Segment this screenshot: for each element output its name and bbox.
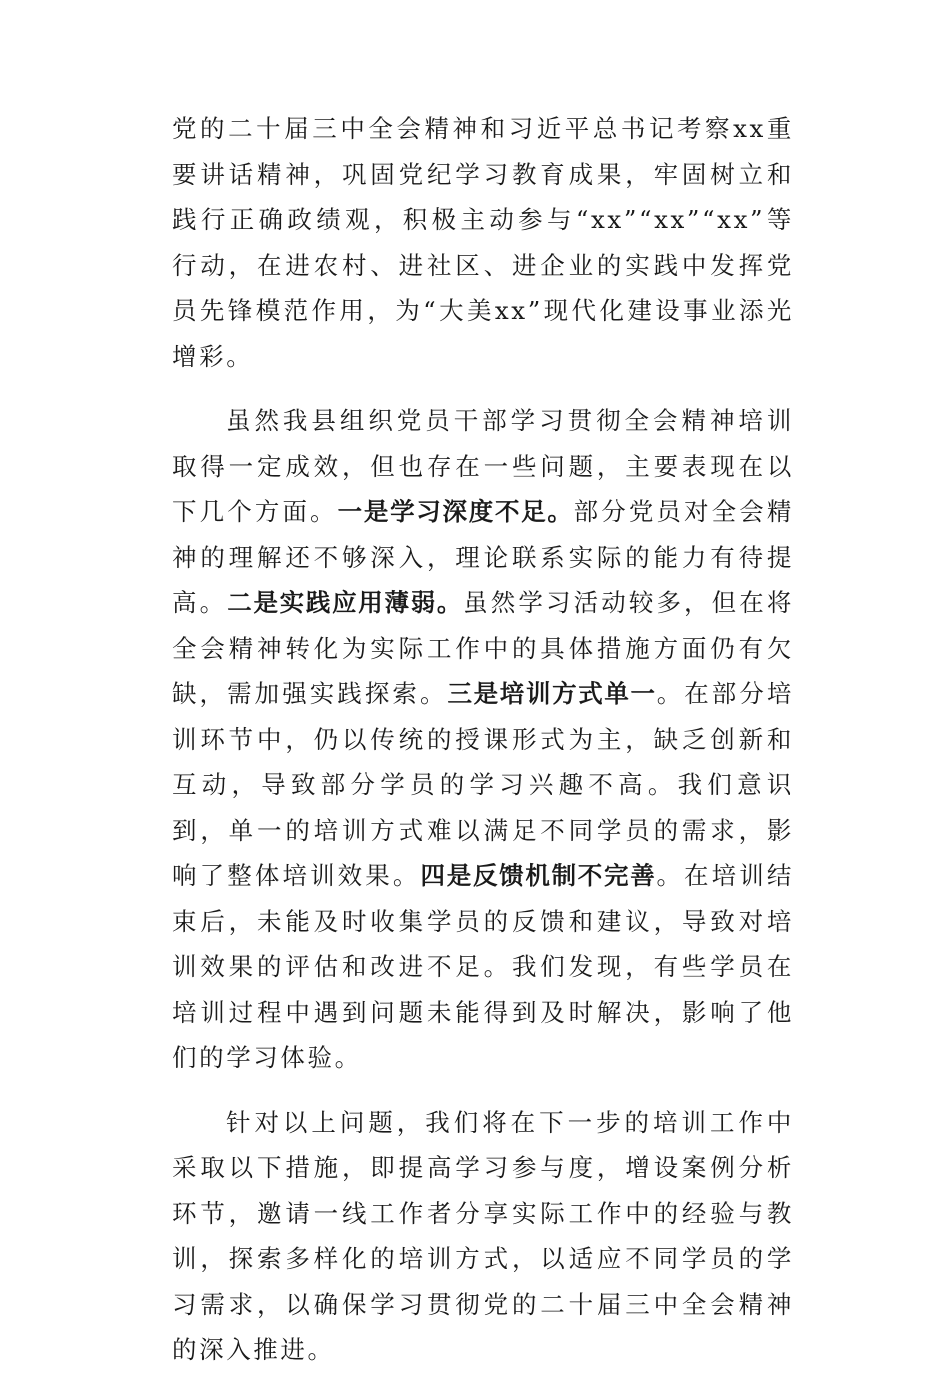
problem-2-text: 虽然学习活动较多，但在将全会精神转化为实际工作中的具体措施方面仍有欠缺，需加强实践探索。 <box>172 588 794 708</box>
paragraph-3-text: 针对以上问题，我们将在下一步的培训工作中采取以下措施，即提高学习参与度，增设案例分析环节，邀请一线工作者分享实际工作中的经验与教训，探索多样化的培训方式，以适应不同学员的学习需求，以确保学习贯彻党的二十届三中全会精神的深入推进。 <box>172 1107 794 1364</box>
problem-1-text: 部分党员对全会精神的理解还不够深入，理论联系实际的能力有待提高。 <box>172 497 794 617</box>
problem-3-heading: 三是培训方式单一 <box>447 679 657 708</box>
problem-2-heading: 二是实践应用薄弱。 <box>227 588 464 617</box>
problem-1-heading: 一是学习深度不足。 <box>337 497 574 526</box>
paragraph-2-intro: 虽然我县组织党员干部学习贯彻全会精神培训取得一定成效，但也存在一些问题，主要表现在以下几个方面。 <box>172 406 794 526</box>
problem-4-text: 。在培训结束后，未能及时收集学员的反馈和建议，导致对培训效果的评估和改进不足。我们发现，有些学员在培训过程中遇到问题未能得到及时解决，影响了他们的学习体验。 <box>172 861 794 1072</box>
paragraph-1-text: 党的二十届三中全会精神和习近平总书记考察xx重要讲话精神，巩固党纪学习教育成果，牢固树立和践行正确政绩观，积极主动参与“xx”“xx”“xx”等行动，在进农村、进社区、进企业的实践中发挥党员先锋模范作用，为“大美xx”现代化建设事业添光增彩。 <box>172 114 794 371</box>
problem-3-text: 。在部分培训环节中，仍以传统的授课形式为主，缺乏创新和互动，导致部分学员的学习兴趣不高。我们意识到，单一的培训方式难以满足不同学员的需求，影响了整体培训效果。 <box>172 679 795 890</box>
paragraph-3 <box>172 1100 794 1373</box>
document-body <box>172 106 794 1373</box>
problem-4-heading: 四是反馈机制不完善 <box>420 861 657 890</box>
paragraph-1 <box>172 106 794 379</box>
paragraph-2 <box>172 398 794 1081</box>
